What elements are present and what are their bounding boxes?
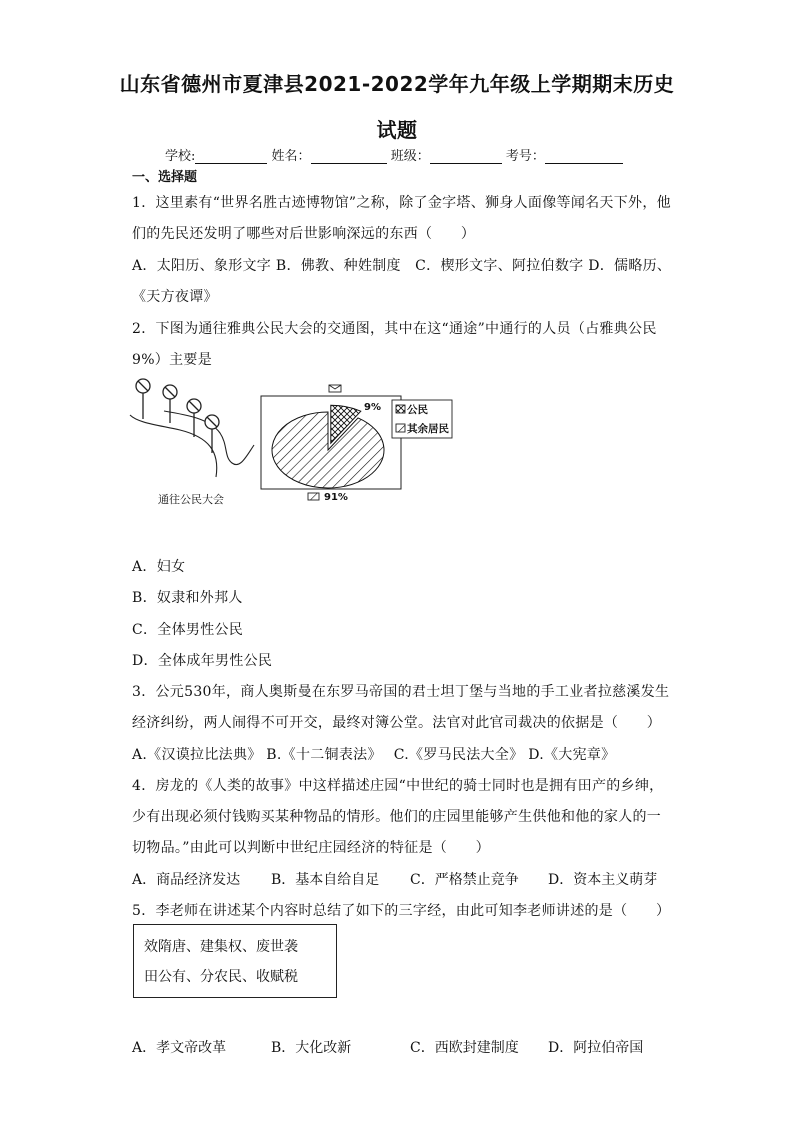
q5-box-line1: 效隋唐、建集权、废世袭 [144, 939, 298, 955]
q3-stem-line2: 经济纠纷，两人闹得不可开交，最终对簿公堂。法官对此官司裁决的依据是（ ） [132, 715, 662, 731]
q1-options-line1: A．太阳历、象形文字 B．佛教、种姓制度 C．楔形文字、阿拉伯数字 D．儒略历、 [132, 258, 672, 274]
q5-option-c: C．西欧封建制度 [410, 1040, 519, 1056]
pie-label-large: 91% [324, 492, 348, 503]
chart-legend [392, 400, 452, 438]
q4-stem-line1: 4．房龙的《人类的故事》中这样描述庄园“中世纪的骑士同时也是拥有田产的乡绅， [132, 778, 664, 794]
q1-stem-line2: 们的先民还发明了哪些对后世影响深远的东西（ ） [132, 226, 476, 242]
q1-stem-line1: 1．这里素有“世界名胜古迹博物馆”之称，除了金字塔、狮身人面像等闻名天下外，他 [132, 195, 671, 211]
page-title: 山东省德州市夏津县2021-2022学年九年级上学期期末历史 [119, 72, 675, 96]
q2-option-a: A．妇女 [132, 559, 186, 575]
legend-label-citizen: 公民 [407, 404, 428, 416]
school-field[interactable] [195, 149, 267, 164]
school-label: 学校: [165, 149, 196, 164]
bottom-swatch [308, 493, 319, 500]
road-drawing [130, 379, 254, 477]
q5-option-d: D．阿拉伯帝国 [548, 1040, 644, 1056]
q5-option-b: B．大化改新 [271, 1040, 352, 1056]
q1-options-line2: 《天方夜谭》 [132, 289, 218, 305]
q2-figure [128, 375, 468, 515]
exam-no-label: 考号： [505, 149, 545, 164]
q4-option-d: D．资本主义萌芽 [548, 872, 658, 888]
q5-option-a: A．孝文帝改革 [132, 1040, 227, 1056]
pie-slice-other [272, 412, 384, 488]
q4-option-c: C．严格禁止竞争 [410, 872, 519, 888]
road-caption: 通往公民大会 [158, 493, 224, 506]
q4-stem-line2: 少有出现必须付钱购买某种物品的情形。他们的庄园里能够产生供他和他的家人的一 [132, 809, 662, 825]
exam-no-field[interactable] [545, 149, 623, 164]
legend-swatch-other [396, 424, 405, 432]
q2-stem-line2: 9%）主要是 [132, 352, 213, 368]
q2-option-b: B．奴隶和外邦人 [132, 590, 243, 606]
q4-option-b: B．基本自给自足 [271, 872, 380, 888]
page-title-line2: 试题 [376, 118, 418, 142]
q3-stem-line1: 3．公元530年，商人奥斯曼在东罗马帝国的君士坦丁堡与当地的手工业者拉慈溪发生 [132, 684, 670, 700]
q2-option-c: C．全体男性公民 [132, 622, 244, 638]
legend-label-other: 其余居民 [407, 423, 449, 435]
q3-options: A.《汉谟拉比法典》 B.《十二铜表法》 C.《罗马民法大全》 D.《大宪章》 [132, 747, 616, 763]
name-label: 姓名： [271, 149, 311, 164]
q5-quote-box [133, 924, 337, 998]
q5-box-line2: 田公有、分农民、收赋税 [144, 969, 298, 985]
q2-option-d: D．全体成年男性公民 [132, 653, 273, 669]
class-field[interactable] [430, 149, 502, 164]
q4-option-a: A．商品经济发达 [132, 872, 241, 888]
section-title: 一、选择题 [132, 170, 198, 185]
small-envelope-icon [329, 385, 341, 392]
no-entry-sign-icon [187, 399, 201, 437]
legend-swatch-citizen [396, 405, 405, 413]
q5-stem: 5．李老师在讲述某个内容时总结了如下的三字经，由此可知李老师讲述的是（ ） [132, 903, 671, 919]
student-info-row [165, 145, 623, 164]
name-field[interactable] [311, 149, 387, 164]
class-label: 班级： [390, 149, 430, 164]
pie-label-small: 9% [364, 402, 381, 413]
no-entry-sign-icon [136, 379, 150, 419]
q4-stem-line3: 切物品。”由此可以判断中世纪庄园经济的特征是（ ） [132, 840, 490, 856]
no-entry-sign-icon [205, 415, 219, 453]
no-entry-sign-icon [163, 385, 177, 423]
q2-stem-line1: 2．下图为通往雅典公民大会的交通图，其中在这“通途”中通行的人员（占雅典公民 [132, 321, 657, 337]
